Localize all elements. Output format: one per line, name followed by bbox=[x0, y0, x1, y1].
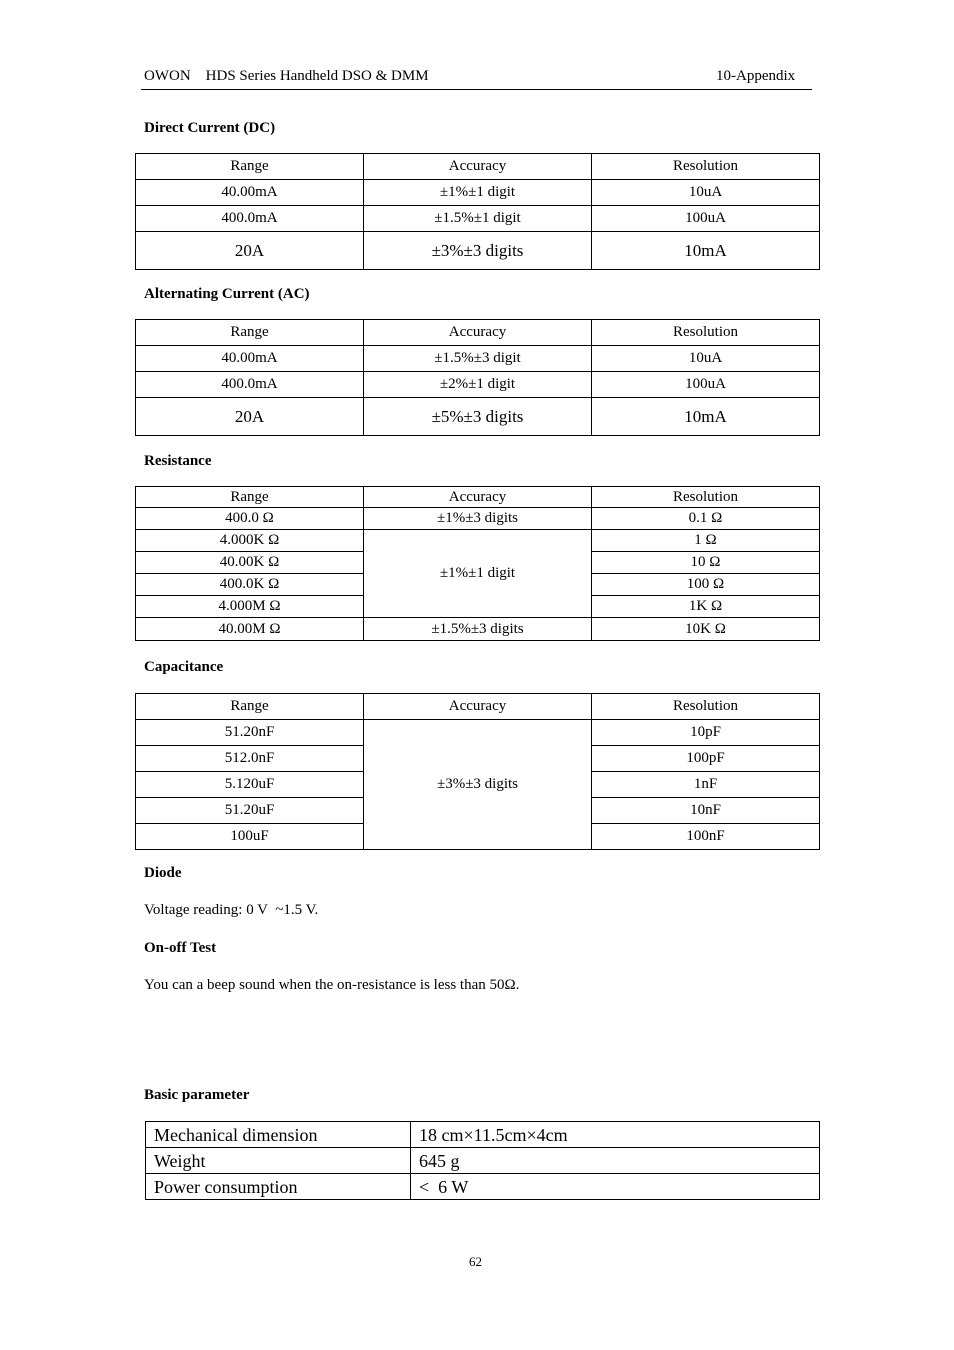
col-header: Range bbox=[136, 487, 364, 508]
table-row bbox=[136, 618, 820, 641]
table-cell: 512.0nF bbox=[136, 746, 364, 772]
col-header: Range bbox=[136, 320, 364, 346]
table-cell: 5.120uF bbox=[136, 772, 364, 798]
table-cell: 51.20uF bbox=[136, 798, 364, 824]
table-cell: 10K Ω bbox=[592, 618, 820, 641]
col-header: Resolution bbox=[592, 694, 820, 720]
table-row bbox=[146, 1148, 820, 1174]
onoff-heading: On-off Test bbox=[144, 940, 217, 956]
table-cell: 10 Ω bbox=[592, 552, 820, 574]
table-row bbox=[136, 206, 820, 232]
table-cell: ±1%±3 digits bbox=[364, 508, 592, 530]
onoff-text: You can a beep sound when the on-resistance is less than 50Ω. bbox=[144, 977, 520, 993]
table-cell: ±3%±3 digits bbox=[364, 232, 592, 270]
table-header-row bbox=[136, 487, 820, 508]
table-cell: Mechanical dimension bbox=[146, 1122, 411, 1148]
header-rule bbox=[141, 89, 812, 90]
table-cell: 1nF bbox=[592, 772, 820, 798]
col-header: Accuracy bbox=[364, 154, 592, 180]
table-cell: 10nF bbox=[592, 798, 820, 824]
table-row bbox=[136, 398, 820, 436]
col-header: Range bbox=[136, 694, 364, 720]
table-row bbox=[136, 180, 820, 206]
table-cell: 10mA bbox=[592, 232, 820, 270]
table-cell: 10pF bbox=[592, 720, 820, 746]
table-cell: 100nF bbox=[592, 824, 820, 850]
header-title: OWON HDS Series Handheld DSO & DMM bbox=[144, 68, 429, 84]
table-header-row bbox=[136, 154, 820, 180]
table-cell: 51.20nF bbox=[136, 720, 364, 746]
table-cell: 40.00mA bbox=[136, 180, 364, 206]
dc-heading: Direct Current (DC) bbox=[144, 120, 276, 136]
table-cell: 400.0mA bbox=[136, 372, 364, 398]
table-cell: 100uF bbox=[136, 824, 364, 850]
basic-table bbox=[145, 1121, 820, 1200]
table-cell: 100uA bbox=[592, 372, 820, 398]
table-cell: Weight bbox=[146, 1148, 411, 1174]
table-cell: 18 cm×11.5cm×4cm bbox=[411, 1122, 820, 1148]
table-row bbox=[136, 346, 820, 372]
table-cell: 10uA bbox=[592, 180, 820, 206]
ac-table bbox=[135, 319, 820, 436]
col-header: Range bbox=[136, 154, 364, 180]
table-cell: 20A bbox=[136, 398, 364, 436]
table-header-row bbox=[136, 320, 820, 346]
table-cell: ±5%±3 digits bbox=[364, 398, 592, 436]
table-cell: ±1%±1 digit bbox=[364, 180, 592, 206]
table-cell: ±1.5%±1 digit bbox=[364, 206, 592, 232]
table-row bbox=[146, 1122, 820, 1148]
diode-text: Voltage reading: 0 V ~1.5 V. bbox=[144, 902, 319, 918]
table-cell: 10uA bbox=[592, 346, 820, 372]
table-cell: 0.1 Ω bbox=[592, 508, 820, 530]
ac-heading: Alternating Current (AC) bbox=[144, 286, 310, 302]
table-cell: 40.00K Ω bbox=[136, 552, 364, 574]
table-cell: 100pF bbox=[592, 746, 820, 772]
table-cell: ±1%±1 digit bbox=[364, 530, 592, 618]
table-cell: 4.000M Ω bbox=[136, 596, 364, 618]
resistance-heading: Resistance bbox=[144, 453, 212, 469]
table-cell: < 6 W bbox=[411, 1174, 820, 1200]
table-cell: ±3%±3 digits bbox=[364, 720, 592, 850]
table-cell: 1K Ω bbox=[592, 596, 820, 618]
table-cell: 645 g bbox=[411, 1148, 820, 1174]
table-cell: 100uA bbox=[592, 206, 820, 232]
col-header: Resolution bbox=[592, 487, 820, 508]
table-cell: 400.0 Ω bbox=[136, 508, 364, 530]
table-cell: 4.000K Ω bbox=[136, 530, 364, 552]
col-header: Resolution bbox=[592, 154, 820, 180]
page-number: 62 bbox=[469, 1254, 482, 1269]
table-cell: 40.00mA bbox=[136, 346, 364, 372]
table-row bbox=[136, 530, 820, 552]
table-cell: 400.0mA bbox=[136, 206, 364, 232]
basic-heading: Basic parameter bbox=[144, 1087, 250, 1103]
table-cell: 400.0K Ω bbox=[136, 574, 364, 596]
table-cell: ±1.5%±3 digits bbox=[364, 618, 592, 641]
capacitance-table bbox=[135, 693, 820, 850]
dc-table bbox=[135, 153, 820, 270]
resistance-table bbox=[135, 486, 820, 641]
col-header: Accuracy bbox=[364, 694, 592, 720]
table-row bbox=[136, 372, 820, 398]
table-cell: Power consumption bbox=[146, 1174, 411, 1200]
capacitance-heading: Capacitance bbox=[144, 659, 224, 675]
table-cell: 10mA bbox=[592, 398, 820, 436]
table-row bbox=[136, 720, 820, 746]
table-cell: 40.00M Ω bbox=[136, 618, 364, 641]
diode-heading: Diode bbox=[144, 865, 182, 881]
table-cell: 100 Ω bbox=[592, 574, 820, 596]
table-cell: 1 Ω bbox=[592, 530, 820, 552]
table-header-row bbox=[136, 694, 820, 720]
table-cell: ±1.5%±3 digit bbox=[364, 346, 592, 372]
col-header: Accuracy bbox=[364, 320, 592, 346]
table-cell: 20A bbox=[136, 232, 364, 270]
table-row bbox=[136, 508, 820, 530]
table-row bbox=[136, 232, 820, 270]
col-header: Accuracy bbox=[364, 487, 592, 508]
header-section: 10-Appendix bbox=[716, 68, 796, 84]
col-header: Resolution bbox=[592, 320, 820, 346]
table-cell: ±2%±1 digit bbox=[364, 372, 592, 398]
table-row bbox=[146, 1174, 820, 1200]
